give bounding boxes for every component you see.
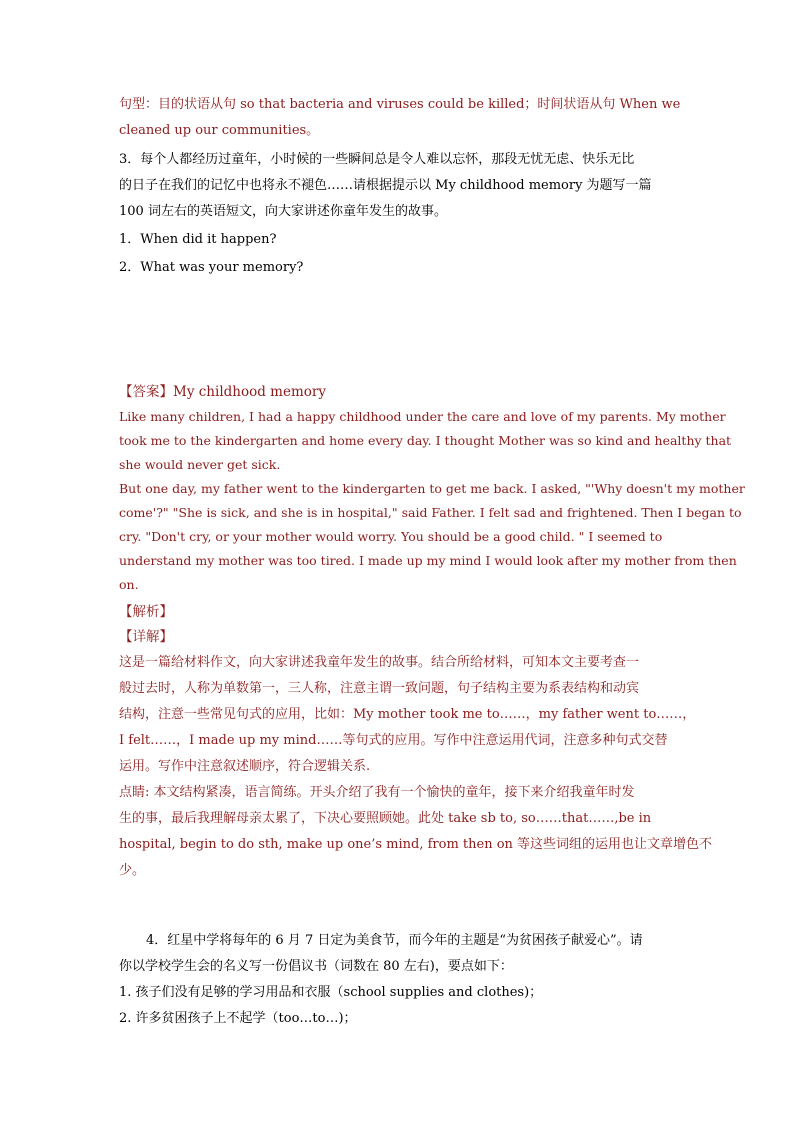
q3-hint-1: 1．When did it happen? xyxy=(119,232,277,247)
answer-section xyxy=(119,380,745,597)
answer-title: My childhood memory xyxy=(173,384,326,400)
answer-line: come'?" "She is sick, and she is in hospital," said Father. I felt sad and frightened. Then I began to xyxy=(119,505,742,520)
answer-line: understand my mother was too tired. I made up my mind I would look after my mother from then xyxy=(119,553,737,568)
comment-line: 少。 xyxy=(119,863,146,878)
analysis-label: 【解析】 xyxy=(119,604,173,620)
comment-line: 点睛: 本文结构紧凑，语言简练。开头介绍了我有一个愉快的童年，接下来介绍我童年时发 xyxy=(119,785,635,800)
answer-line: she would never get sick. xyxy=(119,457,281,472)
detail-label: 【详解】 xyxy=(119,629,173,645)
pattern-line-1: 句型：目的状语从句 so that bacteria and viruses could be killed；时间状语从句 When we xyxy=(119,97,681,112)
q4-point-2: 2. 许多贫困孩子上不起学（too…to…)； xyxy=(119,1011,357,1026)
q3-hint-2: 2．What was your memory? xyxy=(119,260,304,275)
q3-prompt-line: 3．每个人都经历过童年，小时候的一些瞬间总是令人难以忘怀，那段无忧无虑、快乐无比 xyxy=(119,152,635,167)
q2-sentence-pattern xyxy=(119,92,679,144)
q4-line: 4．红星中学将每年的 6 月 7 日定为美食节，而今年的主题是“为贫困孩子献爱心”。请 xyxy=(146,933,643,948)
comment-line: 生的事，最后我理解母亲太累了，下决心要照顾她。此处 take sb to, so……that……,be in xyxy=(119,811,652,826)
q3-prompt-line: 100 词左右的英语短文，向大家讲述你童年发生的故事。 xyxy=(119,204,447,219)
answer-label: 【答案】 xyxy=(119,384,173,400)
answer-line: on. xyxy=(119,577,139,592)
answer-line: Like many children, I had a happy childhood under the care and love of my parents. My mother xyxy=(119,409,726,424)
answer-line: cry. "Don't cry, or your mother would worry. You should be a good child. " I seemed to xyxy=(119,529,663,544)
analysis-section xyxy=(119,600,713,884)
answer-line: But one day, my father went to the kindergarten to get me back. I asked, "'Why doesn't my mother xyxy=(119,481,745,496)
answer-heading xyxy=(119,380,679,405)
q4-point-1: 1. 孩子们没有足够的学习用品和衣服（school supplies and clothes)； xyxy=(119,985,543,1000)
detail-line: 结构，注意一些常见句式的应用，比如：My mother took me to……，my father went to……， xyxy=(119,707,696,722)
question-4 xyxy=(119,928,679,1032)
detail-line: 运用。写作中注意叙述顺序，符合逻辑关系. xyxy=(119,759,371,774)
detail-line: 这是一篇给材料作文，向大家讲述我童年发生的故事。结合所给材料，可知本文主要考查一 xyxy=(119,655,640,670)
question-3 xyxy=(119,147,679,281)
detail-line: 般过去时，人称为单数第一，三人称，注意主谓一致问题，句子结构主要为系表结构和动宾 xyxy=(119,681,640,696)
q3-prompt-line: 的日子在我们的记忆中也将永不褪色……请根据提示以 My childhood memory 为题写一篇 xyxy=(119,178,652,193)
answer-line: took me to the kindergarten and home every day. I thought Mother was so kind and healthy that xyxy=(119,433,732,448)
pattern-line-2: cleaned up our communities。 xyxy=(119,123,320,138)
detail-line: I felt……，I made up my mind……等句式的应用。写作中注意运用代词，注意多种句式交替 xyxy=(119,733,668,748)
comment-line: hospital, begin to do sth, make up one’s mind, from then on 等这些词组的运用也让文章增色不 xyxy=(119,837,713,852)
q4-line: 你以学校学生会的名义写一份倡议书（词数在 80 左右)，要点如下： xyxy=(119,959,513,974)
